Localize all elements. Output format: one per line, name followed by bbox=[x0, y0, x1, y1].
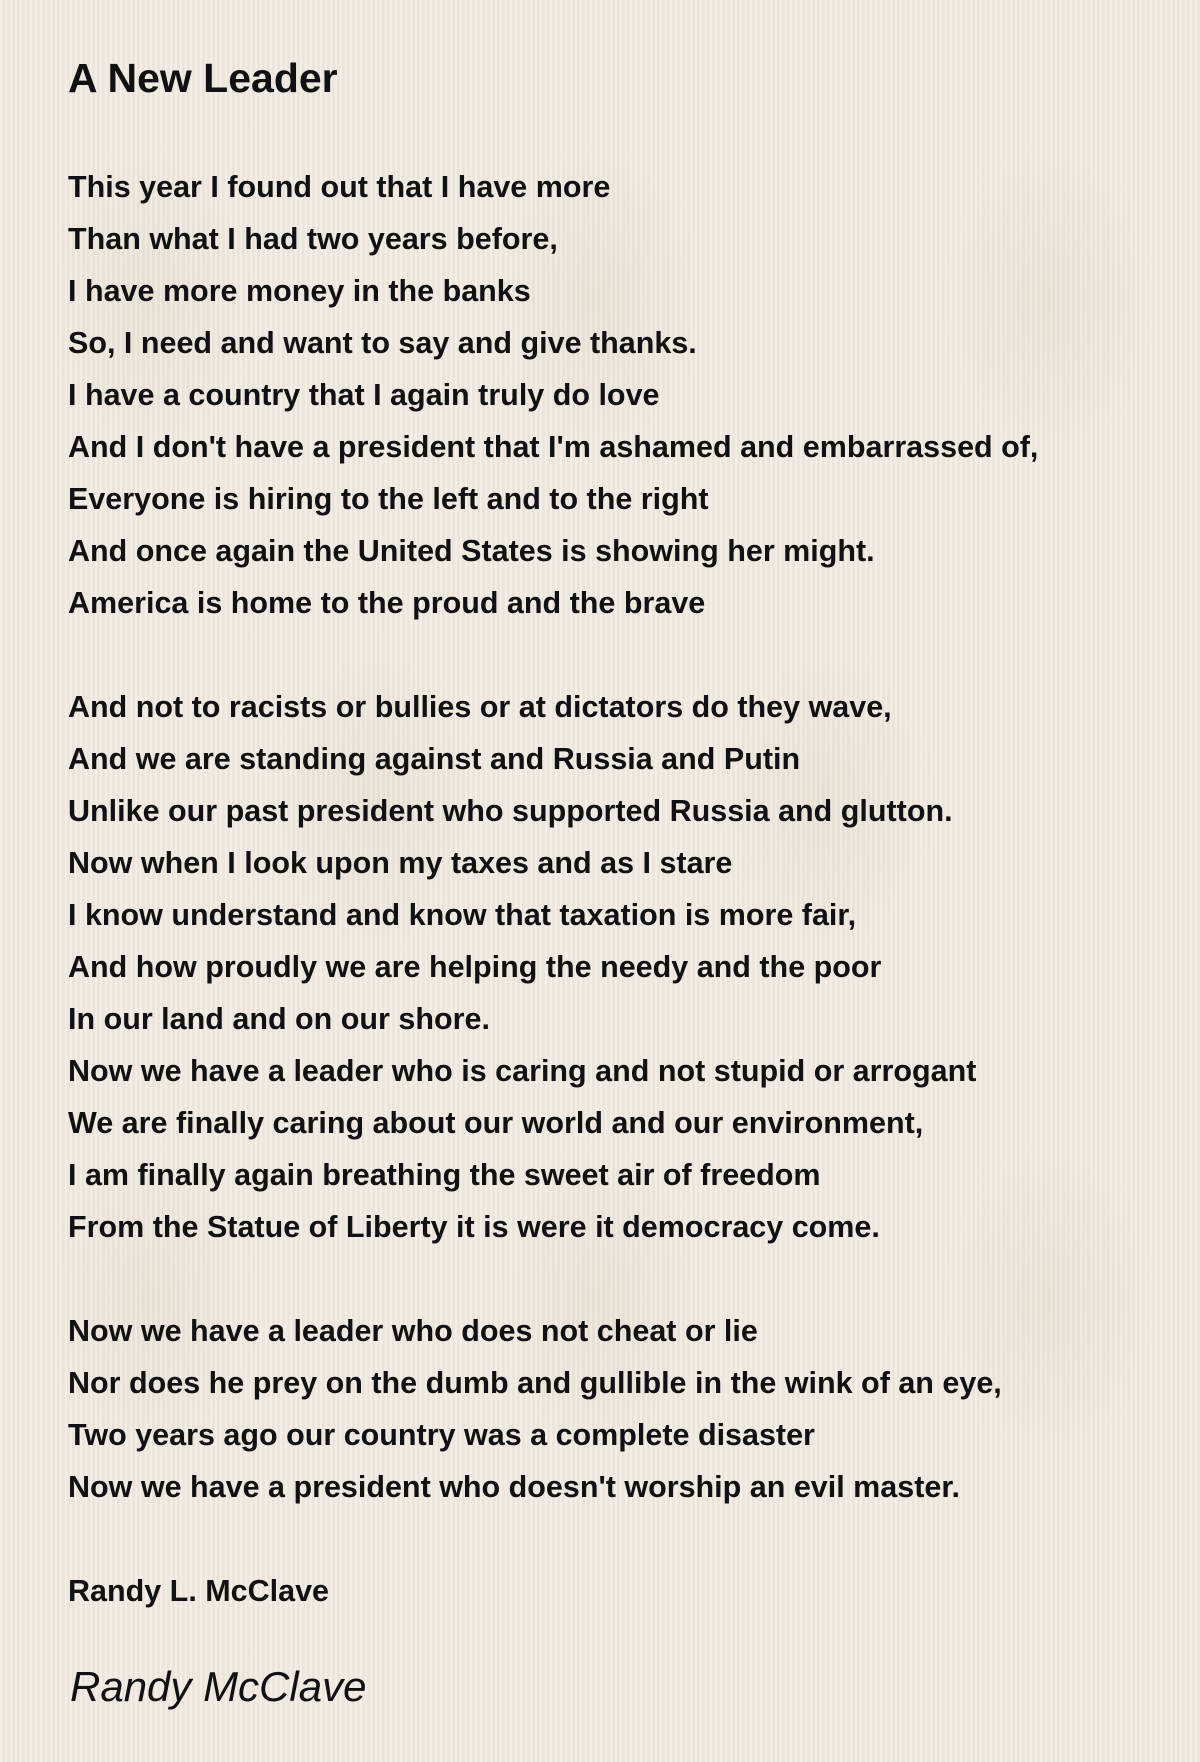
poem-line: Everyone is hiring to the left and to the right bbox=[68, 482, 709, 516]
poem-line: And not to racists or bullies or at dictators do they wave, bbox=[68, 690, 892, 724]
poem-page bbox=[68, 48, 1168, 1617]
poem-line: This year I found out that I have more bbox=[68, 170, 611, 204]
poem-line: I know understand and know that taxation is more fair, bbox=[68, 898, 857, 932]
poem-title: A New Leader bbox=[68, 55, 338, 101]
poem-line: I have a country that I again truly do love bbox=[68, 378, 660, 412]
poem-line: We are finally caring about our world and our environment, bbox=[68, 1106, 924, 1140]
poem-line: America is home to the proud and the brave bbox=[68, 586, 706, 620]
stanza-1 bbox=[68, 161, 1168, 629]
poem-line: And how proudly we are helping the needy and the poor bbox=[68, 950, 882, 984]
poem-line: Now we have a leader who is caring and not stupid or arrogant bbox=[68, 1054, 977, 1088]
poem-line: Now we have a president who doesn't worship an evil master. bbox=[68, 1470, 960, 1504]
poem-line: From the Statue of Liberty it is were it democracy come. bbox=[68, 1210, 880, 1244]
poem-line: So, I need and want to say and give thanks. bbox=[68, 326, 697, 360]
poem-line: Unlike our past president who supported Russia and glutton. bbox=[68, 794, 953, 828]
poem-line: And once again the United States is showing her might. bbox=[68, 534, 875, 568]
poem-line: Two years ago our country was a complete disaster bbox=[68, 1418, 815, 1452]
author-attribution: Randy L. McClave bbox=[68, 1574, 330, 1608]
author-signature: Randy McClave bbox=[70, 1663, 367, 1710]
poem-line: I have more money in the banks bbox=[68, 274, 531, 308]
stanza-3 bbox=[68, 1305, 1168, 1513]
poem-line: Than what I had two years before, bbox=[68, 222, 558, 256]
poem-line: Now when I look upon my taxes and as I stare bbox=[68, 846, 733, 880]
poem-line: In our land and on our shore. bbox=[68, 1002, 490, 1036]
poem-line: Nor does he prey on the dumb and gullible in the wink of an eye, bbox=[68, 1366, 1002, 1400]
poem-line: And I don't have a president that I'm ashamed and embarrassed of, bbox=[68, 430, 1039, 464]
stanza-2 bbox=[68, 681, 1168, 1253]
poem-body bbox=[68, 161, 1168, 1617]
poem-line: And we are standing against and Russia and Putin bbox=[68, 742, 801, 776]
poem-line: I am finally again breathing the sweet air of freedom bbox=[68, 1158, 821, 1192]
poem-line: Now we have a leader who does not cheat or lie bbox=[68, 1314, 758, 1348]
